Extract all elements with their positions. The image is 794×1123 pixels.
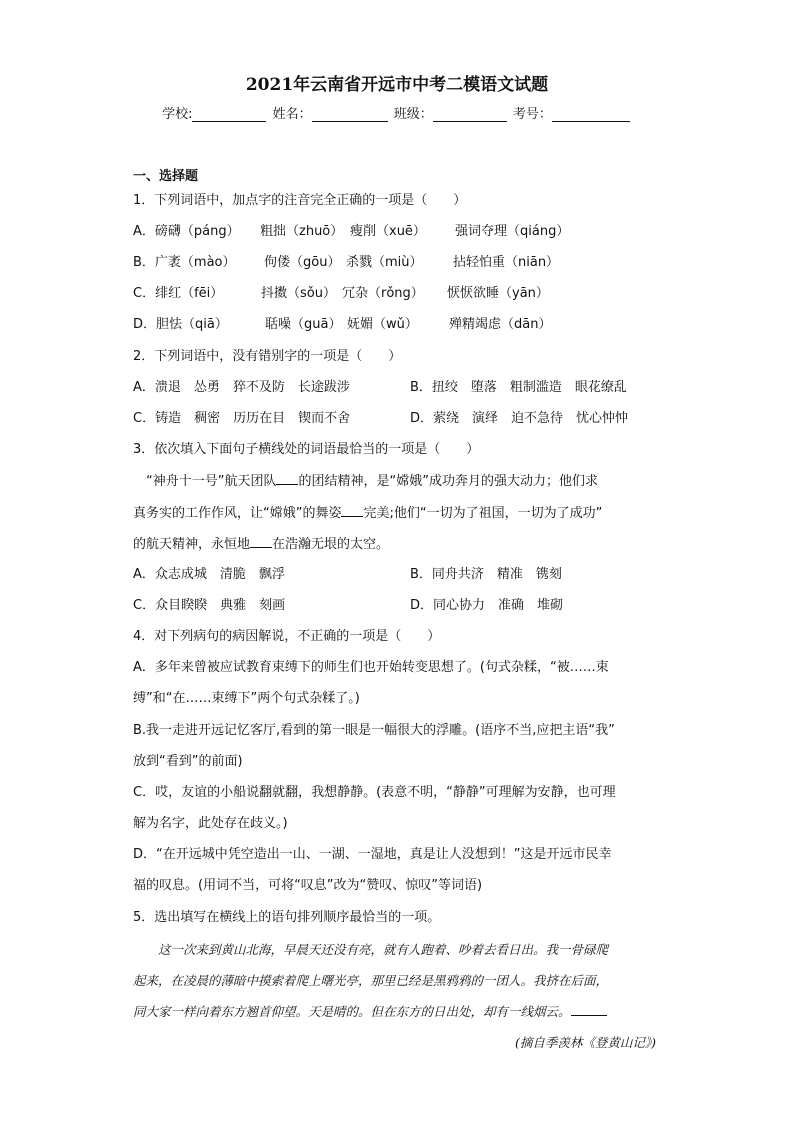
q1-option-b-3: 杀戮（miù）	[346, 255, 423, 270]
q5-answer-blank[interactable]	[571, 1003, 607, 1016]
q3-passage-line-1	[146, 472, 598, 491]
q1-option-c-2: 抖擞（sǒu）	[261, 286, 336, 301]
q1-option-d-4: 殚精竭虑（dān）	[449, 317, 552, 332]
q1-option-d-1: D．胆怯（qiā）	[133, 317, 228, 332]
q1-option-c-3: 冗杂（rǒng）	[342, 286, 424, 301]
q2-stem: 2．下列词语中，没有错别字的一项是（ ）	[133, 349, 402, 364]
page-title: 2021年云南省开远市中考二模语文试题	[245, 75, 549, 95]
q2-option-c: C．铸造 稠密 历历在目 锲而不舍	[133, 411, 351, 426]
q2-option-d: D．萦绕 演绎 迫不急待 忧心忡忡	[410, 411, 629, 426]
q2-option-b: B．扭绞 堕落 粗制滥造 眼花缭乱	[410, 380, 627, 395]
name-label: 姓名：	[272, 107, 312, 122]
q5-source: (摘自季羡林《登黄山记》)	[514, 1035, 656, 1050]
q3-blank-3[interactable]	[250, 535, 272, 548]
q4-line-5: C．哎，友谊的小船说翻就翻，我想静静。(表意不明，“静静”可理解为安静，也可理	[133, 785, 616, 800]
q3-passage-2a: 真务实的工作作风，让“嫦娥”的舞姿	[133, 506, 342, 521]
q4-line-4: 放到“看到”的前面)	[133, 754, 243, 769]
q1-option-c-4: 恹恹欲睡（yān）	[447, 286, 549, 301]
q3-option-c: C．众目睽睽 典雅 刻画	[133, 598, 286, 613]
q3-option-a: A．众志成城 清脆 飘浮	[133, 567, 285, 582]
q1-stem: 1．下列词语中，加点字的注音完全正确的一项是（ ）	[133, 193, 467, 208]
section-title: 一、选择题	[133, 169, 199, 184]
q5-passage-line-2: 起来，在凌晨的薄暗中摸索着爬上曙光亭，那里已经是黑鸦鸦的一团人。我挤在后面，	[133, 973, 609, 988]
q1-option-a-4: 强词夺理（qiáng）	[455, 224, 570, 239]
school-label: 学校:	[162, 107, 193, 122]
q1-option-a-1: A．磅礴（páng）	[133, 224, 240, 239]
q1-option-b-2: 佝偻（gōu）	[264, 255, 341, 270]
q1-option-c-1: C．绯红（fēi）	[133, 286, 224, 301]
student-info-line	[0, 103, 794, 122]
q5-passage-line-1: 这一次来到黄山北海，早晨天还没有亮，就有人跑着、吵着去看日出。我一骨碌爬	[133, 942, 609, 957]
q3-stem: 3．依次填入下面句子横线处的词语最恰当的一项是（ ）	[133, 442, 480, 457]
q4-line-3: B.我一走进开远记忆客厅,看到的第一眼是一幅很大的浮雕。(语序不当,应把主语“我”	[133, 723, 615, 738]
school-blank[interactable]	[192, 107, 266, 122]
q3-passage-3b: 在浩瀚无垠的太空。	[272, 537, 390, 552]
exam-number-label: 考号：	[512, 107, 552, 122]
q4-line-2: 缚”和“在……束缚下”两个句式杂糅了。)	[133, 691, 360, 706]
exam-number-blank[interactable]	[552, 107, 630, 122]
q4-line-7: D．“在开远城中凭空造出一山、一湖、一湿地，真是让人没想到！”这是开远市民幸	[133, 847, 612, 862]
q1-option-a-3: 瘦削（xuē）	[350, 224, 426, 239]
q1-option-d-2: 聒噪（guā）	[265, 317, 342, 332]
q3-passage-1b: 的团结精神，是“嫦娥”成功奔月的强大动力；他们求	[298, 474, 598, 489]
q1-option-b-4: 拈轻怕重（niān）	[453, 255, 560, 270]
q4-line-6: 解为名字，此处存在歧义。)	[133, 816, 288, 831]
name-blank[interactable]	[312, 107, 388, 122]
q1-option-b-1: B．广袤（mào）	[133, 255, 236, 270]
q3-blank-1[interactable]	[276, 472, 298, 485]
q1-option-a-2: 粗拙（zhuō）	[260, 224, 344, 239]
q3-passage-3a: 的航天精神，永恒地	[133, 537, 251, 552]
q4-stem: 4．对下列病句的病因解说，不正确的一项是（ ）	[133, 629, 441, 644]
q3-blank-2[interactable]	[341, 504, 363, 517]
q1-option-d-3: 妩媚（wǔ）	[347, 317, 418, 332]
q4-line-8: 福的叹息。(用词不当，可将“叹息”改为“赞叹、惊叹”等词语)	[133, 878, 483, 893]
class-label: 班级：	[393, 107, 433, 122]
q3-option-d: D．同心协力 准确 堆砌	[410, 598, 564, 613]
q3-passage-2b: 完美;他们“一切为了祖国，一切为了成功”	[363, 506, 603, 521]
q5-passage-line-3	[133, 1002, 663, 1020]
q4-line-1: A．多年来曾被应试教育束缚下的师生们也开始转变思想了。(句式杂糅，“被……束	[133, 660, 609, 675]
class-blank[interactable]	[433, 107, 507, 122]
q3-passage-line-3	[133, 535, 389, 554]
q3-passage-line-2	[133, 504, 602, 523]
q5-stem: 5．选出填写在横线上的语句排列顺序最恰当的一项。	[133, 910, 441, 925]
q2-option-a: A．溃退 怂勇 猝不及防 长途跋涉	[133, 380, 350, 395]
q3-passage-1a: “神舟十一号”航天团队	[146, 474, 277, 489]
q3-option-b: B．同舟共济 精准 镌刻	[410, 567, 562, 582]
q5-passage-line-3-text: 同大家一样向着东方翘首仰望。天是晴的。但在东方的日出处，却有一线烟云。	[133, 1004, 571, 1019]
